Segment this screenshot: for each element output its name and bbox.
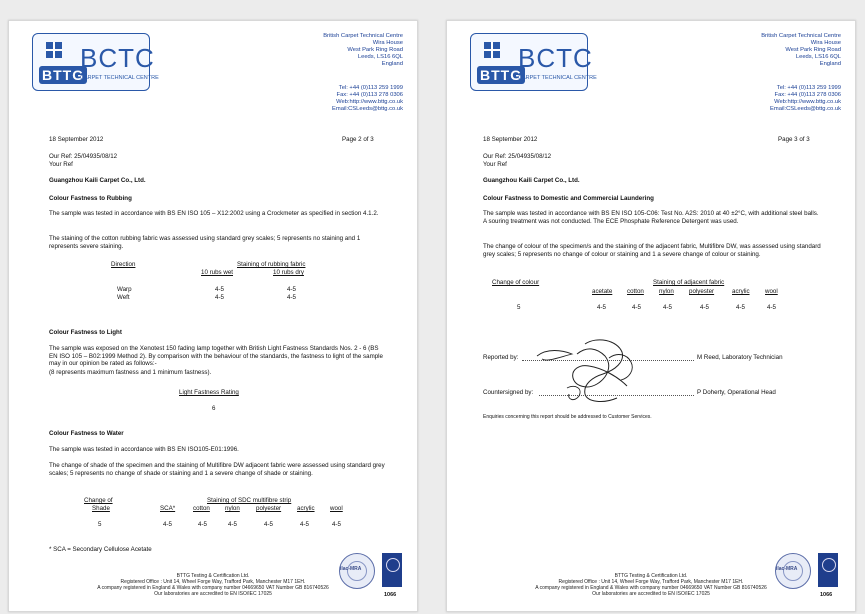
fibre-value: 4-5	[663, 304, 672, 311]
address-block	[323, 33, 403, 68]
page-footer	[9, 573, 417, 597]
logo-subtitle: CARPET TECHNICAL CENTRE	[80, 75, 159, 81]
footer-line: BTTG Testing & Certification Ltd.	[176, 573, 250, 579]
fibre-header: cotton	[627, 288, 644, 295]
fibre-header: acetate	[592, 288, 613, 295]
rubbing-method: The sample was tested in accordance with BS EN ISO 105 – X12:2002 using a Crockmeter as specified in section 4.1.2.	[49, 210, 379, 217]
fibre-value: 4-5	[228, 521, 237, 528]
countersigned-by-label: Countersigned by:	[483, 389, 534, 396]
row-direction: Warp	[117, 286, 132, 293]
client-name: Guangzhou Kaili Carpet Co., Ltd.	[49, 177, 146, 184]
col-staining-rubbing: Staining of rubbing fabric	[237, 261, 306, 268]
contact-block	[770, 85, 841, 113]
fibre-value: 4-5	[700, 304, 709, 311]
report-date: 18 September 2012	[483, 136, 538, 143]
col-change-of-colour: Change of colour	[492, 279, 540, 286]
footer-line: A company registered in England & Wales with company number 04669650 VAT Number GB 816740526	[97, 585, 329, 591]
laundering-method: The sample was tested in accordance with BS EN ISO 105-C06: Test No. A2S: 2010 at 40 ±2°C, with additional steel balls. A souring treatment was not conducted. The ECE Phosphate Reference Detergent was used.	[483, 210, 819, 225]
section-title-light: Colour Fastness to Light	[49, 329, 122, 336]
footer-line: Our laboratories are accredited to EN ISO/IEC 17025	[154, 591, 272, 597]
countersigned-name: P Doherty, Operational Head	[697, 389, 776, 396]
contact-line: Fax: +44 (0)113 278 0306	[774, 92, 841, 98]
address-line: Wira House	[810, 40, 841, 46]
reported-by-label: Reported by:	[483, 354, 519, 361]
contact-line: Fax: +44 (0)113 278 0306	[336, 92, 403, 98]
col-dry: 10 rubs dry	[273, 269, 304, 276]
fibre-header: wool	[765, 288, 778, 295]
ukas-number: 1066	[384, 592, 397, 598]
contact-line: Web:http://www.bttg.co.uk	[774, 99, 841, 105]
address-line: England	[819, 61, 841, 67]
contact-block	[332, 85, 403, 113]
sca-footnote: * SCA = Secondary Cellulose Acetate	[49, 546, 152, 553]
fibre-value: 4-5	[767, 304, 776, 311]
water-scale-note: The change of shade of the specimen and the staining of Multifibre DW adjacent fabric were assessed using standard grey scales; 5 represents no change of shade or staining and 1 a severe change of shade or staining.	[49, 462, 385, 477]
address-block	[761, 33, 841, 68]
row-direction: Weft	[117, 294, 130, 301]
col-wet: 10 rubs wet	[201, 269, 233, 276]
report-page-3	[446, 20, 856, 612]
footer-line: Our laboratories are accredited to EN ISO/IEC 17025	[592, 591, 710, 597]
bttg-grid-icon	[484, 42, 500, 58]
fibre-value: 4-5	[264, 521, 273, 528]
light-scale-note: (8 represents maximum fastness and 1 minimum fastness).	[49, 369, 212, 376]
ilac-label: ilac-MRA	[776, 566, 798, 572]
footer-line: BTTG Testing & Certification Ltd.	[614, 573, 688, 579]
reported-by-name: M Reed, Laboratory Technician	[697, 354, 783, 361]
logo-subtitle: CARPET TECHNICAL CENTRE	[518, 75, 597, 81]
address-line: England	[381, 61, 403, 67]
fibre-header: wool	[330, 505, 343, 512]
handwritten-signature-icon	[527, 326, 657, 406]
fibre-header: acrylic	[297, 505, 315, 512]
footer-line: A company registered in England & Wales with company number 04669650 VAT Number GB 816740526	[535, 585, 767, 591]
fibre-value: 4-5	[332, 521, 341, 528]
enquiries-note: Enquiries concerning this report should be addressed to Customer Services.	[483, 414, 652, 420]
col-direction: Direction	[111, 261, 136, 268]
fibre-header: nylon	[659, 288, 674, 295]
light-rating-label: Light Fastness Rating	[179, 389, 239, 396]
contact-line: Email:CSLeeds@bttg.co.uk	[332, 106, 403, 112]
fibre-header: nylon	[225, 505, 240, 512]
col-staining-sdc: Staining of SDC multifibre strip	[207, 497, 292, 504]
address-line: British Carpet Technical Centre	[323, 33, 403, 39]
your-ref: Your Ref	[483, 161, 507, 168]
change-value: 5	[517, 304, 521, 311]
page-number: Page 3 of 3	[778, 136, 810, 143]
bctc-logo	[470, 33, 597, 91]
your-ref: Your Ref	[49, 161, 73, 168]
logo-badge: BTTG	[39, 66, 87, 84]
contact-line: Tel: +44 (0)113 259 1999	[338, 85, 403, 91]
our-ref: Our Ref: 25/04935/08/12	[49, 153, 118, 160]
col-change-of: Change of	[84, 497, 113, 504]
address-line: West Park Ring Road	[347, 47, 403, 53]
fibre-header: SCA*	[160, 505, 176, 512]
address-line: British Carpet Technical Centre	[761, 33, 841, 39]
contact-line: Tel: +44 (0)113 259 1999	[776, 85, 841, 91]
ukas-number: 1066	[820, 592, 833, 598]
address-line: Leeds, LS16 6QL	[357, 54, 403, 60]
fibre-value: 4-5	[632, 304, 641, 311]
col-shade: Shade	[92, 505, 110, 512]
section-title-laundering: Colour Fastness to Domestic and Commercial Laundering	[483, 195, 654, 202]
bttg-grid-icon	[46, 42, 62, 58]
fibre-value: 4-5	[198, 521, 207, 528]
address-line: Leeds, LS16 6QL	[795, 54, 841, 60]
fibre-header: polyester	[689, 288, 715, 295]
ilac-label: ilac-MRA	[340, 566, 362, 572]
logo-text: BCTC	[80, 43, 155, 73]
fibre-header: polyester	[256, 505, 282, 512]
fibre-header: cotton	[193, 505, 210, 512]
page-footer	[447, 573, 855, 597]
footer-line: Registered Office : Unit 14, Wheel Forge Way, Trafford Park, Manchester M17 1EH.	[120, 579, 306, 585]
fibre-value: 4-5	[163, 521, 172, 528]
client-name: Guangzhou Kaili Carpet Co., Ltd.	[483, 177, 580, 184]
col-staining-adjacent: Staining of adjacent fabric	[653, 279, 725, 286]
fibre-value: 4-5	[597, 304, 606, 311]
cell-wet: 4-5	[215, 294, 224, 301]
logo-badge: BTTG	[477, 66, 525, 84]
rubbing-scale-note: The staining of the cotton rubbing fabric was assessed using standard grey scales; 5 represents no staining and 1 represents severe staining.	[49, 235, 361, 250]
our-ref: Our Ref: 25/04935/08/12	[483, 153, 552, 160]
cell-wet: 4-5	[215, 286, 224, 293]
address-line: West Park Ring Road	[785, 47, 841, 53]
contact-line: Email:CSLeeds@bttg.co.uk	[770, 106, 841, 112]
footer-line: Registered Office : Unit 14, Wheel Forge Way, Trafford Park, Manchester M17 1EH.	[558, 579, 744, 585]
light-rating-value: 6	[212, 405, 216, 412]
address-line: Wira House	[372, 40, 403, 46]
water-method: The sample was tested in accordance with BS EN ISO105-E01:1996.	[49, 446, 239, 453]
section-title-rubbing: Colour Fastness to Rubbing	[49, 195, 132, 202]
bctc-logo	[32, 33, 159, 91]
light-method: The sample was exposed on the Xenotest 150 fading lamp together with British Light Fastness Standards Nos. 2 - 6 (BS EN ISO 105 – B02:1999 Method 2). By comparison with the behaviour of the standards, the fastness to light of the sample may in our opinion be rated as follows:-	[49, 345, 383, 368]
cell-dry: 4-5	[287, 294, 296, 301]
fibre-value: 4-5	[736, 304, 745, 311]
fibre-header: acrylic	[732, 288, 750, 295]
page-number: Page 2 of 3	[342, 136, 374, 143]
section-title-water: Colour Fastness to Water	[49, 430, 124, 437]
logo-text: BCTC	[518, 43, 593, 73]
fibre-value: 4-5	[300, 521, 309, 528]
laundering-scale-note: The change of colour of the specimen/s and the staining of the adjacent fabric, Multifibre DW, was assessed using standard grey scales; 5 represents no change of colour or staining and 1 a severe change of colour or staining.	[483, 243, 821, 258]
contact-line: Web:http://www.bttg.co.uk	[336, 99, 403, 105]
change-value: 5	[98, 521, 102, 528]
report-page-2	[8, 20, 418, 612]
cell-dry: 4-5	[287, 286, 296, 293]
report-date: 18 September 2012	[49, 136, 104, 143]
